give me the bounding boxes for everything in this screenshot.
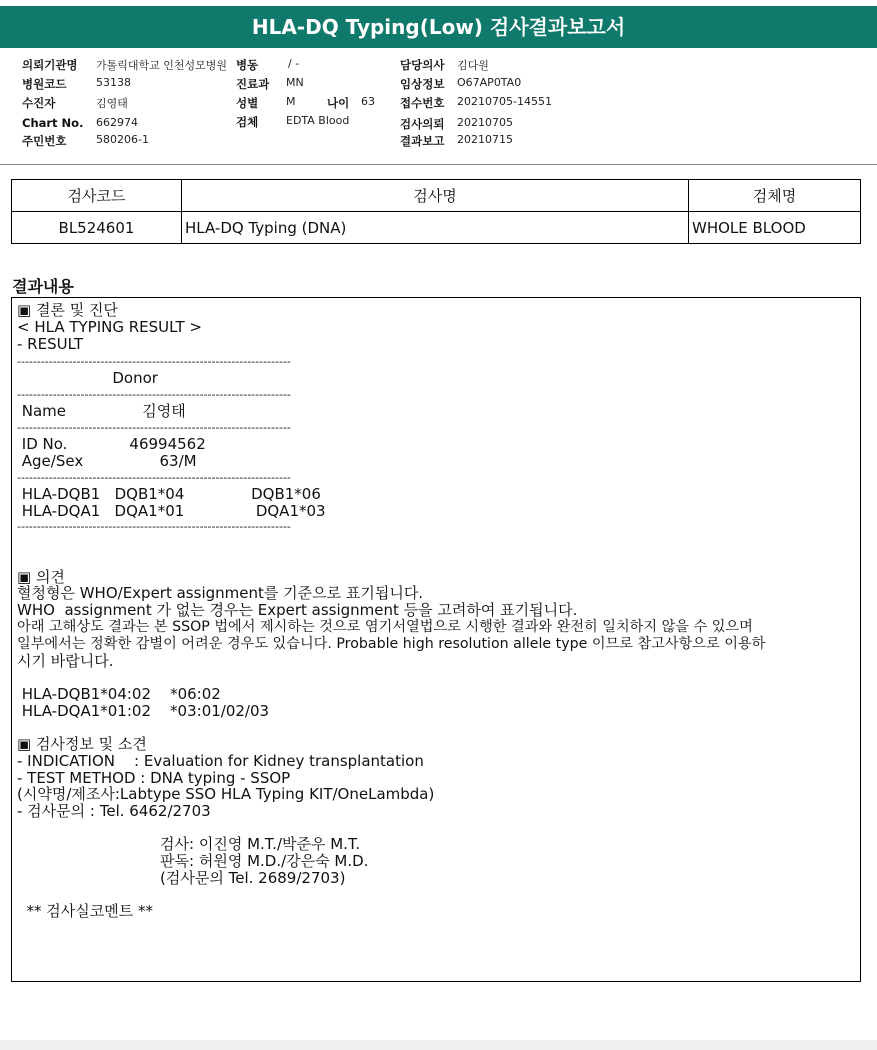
lab-contact-line: (검사문의 Tel. 2689/2703) (17, 869, 346, 887)
indication-line: - INDICATION : Evaluation for Kidney transplantation (17, 752, 424, 770)
doctor-label: 담당의사 (400, 58, 445, 72)
sex-value: M (286, 95, 296, 108)
result-section-title: 결과내용 (12, 277, 74, 296)
receipt-label: 접수번호 (400, 96, 445, 110)
table-header-row (12, 180, 861, 212)
specimen-label: 검체 (236, 115, 259, 129)
lab-comment-heading: ** 검사실코멘트 ** (17, 902, 154, 920)
divider-line: --------------------------------------------------------------------- (17, 520, 291, 533)
test-info-heading: ▣ 검사정보 및 소견 (17, 735, 147, 753)
resident-value: 580206-1 (96, 133, 149, 146)
test-info-table (11, 179, 861, 244)
tester-line: 검사: 이진영 M.T./박준우 M.T. (17, 835, 361, 853)
report-date-label: 결과보고 (400, 134, 445, 148)
opinion-line: 일부에서는 정확한 감별이 어려운 경우도 있습니다. Probable high resolution allele type 이므로 참고사항으로 이용하 (17, 636, 766, 652)
dept-value: MN (286, 76, 304, 89)
conclusion-heading: ▣ 결론 및 진단 (17, 301, 118, 319)
opinion-line: 혈청형은 WHO/Expert assignment를 기준으로 표기됩니다. (17, 584, 424, 602)
dept-label: 진료과 (236, 77, 270, 91)
patient-label: 수진자 (22, 96, 56, 110)
bottom-bar (0, 1040, 877, 1050)
institution-value: 가톨릭대학교 인천성모병원 (96, 59, 228, 72)
allele-dqa1: HLA-DQA1*01:02 *03:01/02/03 (17, 702, 270, 720)
hospital-code-value: 53138 (96, 76, 131, 89)
divider-line: --------------------------------------------------------------------- (17, 388, 291, 401)
dqa1-row: HLA-DQA1 DQA1*01 DQA1*03 (17, 502, 326, 520)
col-header-code: 검사코드 (12, 180, 182, 212)
age-label: 나이 (327, 96, 350, 110)
result-box (11, 297, 861, 982)
opinion-heading: ▣ 의견 (17, 568, 65, 586)
request-value: 20210705 (457, 116, 513, 129)
resident-label: 주민번호 (22, 134, 67, 148)
allele-dqb1: HLA-DQB1*04:02 *06:02 (17, 685, 221, 703)
col-header-specimen: 검체명 (689, 180, 861, 212)
col-header-name: 검사명 (182, 180, 689, 212)
header-divider (0, 164, 877, 165)
name-row: Name 김영태 (17, 402, 186, 420)
age-value: 63 (361, 95, 375, 108)
ward-label: 병동 (236, 58, 259, 72)
divider-line: --------------------------------------------------------------------- (17, 471, 291, 484)
result-line: - RESULT (17, 335, 84, 353)
hospital-code-label: 병원코드 (22, 77, 67, 91)
reagent-line: (시약명/제조사:Labtype SSO HLA Typing KIT/OneLambda) (17, 785, 435, 803)
clinical-value: O67AP0TA0 (457, 76, 522, 89)
sex-label: 성별 (236, 96, 259, 110)
cell-test-name: HLA-DQ Typing (DNA) (182, 212, 689, 244)
report-header (0, 55, 877, 165)
specimen-value: EDTA Blood (286, 114, 350, 127)
result-line: < HLA TYPING RESULT > (17, 318, 202, 336)
chart-value: 662974 (96, 116, 138, 129)
dqb1-row: HLA-DQB1 DQB1*04 DQB1*06 (17, 485, 321, 503)
clinical-label: 임상정보 (400, 77, 445, 91)
doctor-value: 김다원 (457, 59, 489, 72)
contact-line: - 검사문의 : Tel. 6462/2703 (17, 802, 211, 820)
request-label: 검사의뢰 (400, 117, 445, 131)
ward-value: / - (288, 57, 300, 70)
table-row (12, 212, 861, 244)
patient-value: 김영태 (96, 97, 128, 110)
agesex-row: Age/Sex 63/M (17, 452, 197, 470)
opinion-line: 시기 바랍니다. (17, 652, 114, 670)
institution-label: 의뢰기관명 (22, 58, 78, 72)
method-line: - TEST METHOD : DNA typing - SSOP (17, 769, 291, 787)
report-title: HLA-DQ Typing(Low) 검사결과보고서 (0, 6, 877, 48)
opinion-line: WHO assignment 가 없는 경우는 Expert assignment 등을 고려하여 표기됩니다. (17, 601, 578, 619)
id-row: ID No. 46994562 (17, 435, 206, 453)
divider-line: --------------------------------------------------------------------- (17, 355, 291, 368)
chart-label: Chart No. (22, 116, 84, 130)
report-date-value: 20210715 (457, 133, 513, 146)
opinion-line: 아래 고해상도 결과는 본 SSOP 법에서 제시하는 것으로 염기서열법으로 시행한 결과와 완전히 일치하지 않을 수 있으며 (17, 619, 753, 635)
reader-line: 판독: 허원영 M.D./강은숙 M.D. (17, 852, 369, 870)
divider-line: --------------------------------------------------------------------- (17, 421, 291, 434)
cell-specimen: WHOLE BLOOD (689, 212, 861, 244)
donor-label: Donor (17, 369, 158, 387)
receipt-value: 20210705-14551 (457, 95, 552, 108)
cell-test-code: BL524601 (12, 212, 182, 244)
